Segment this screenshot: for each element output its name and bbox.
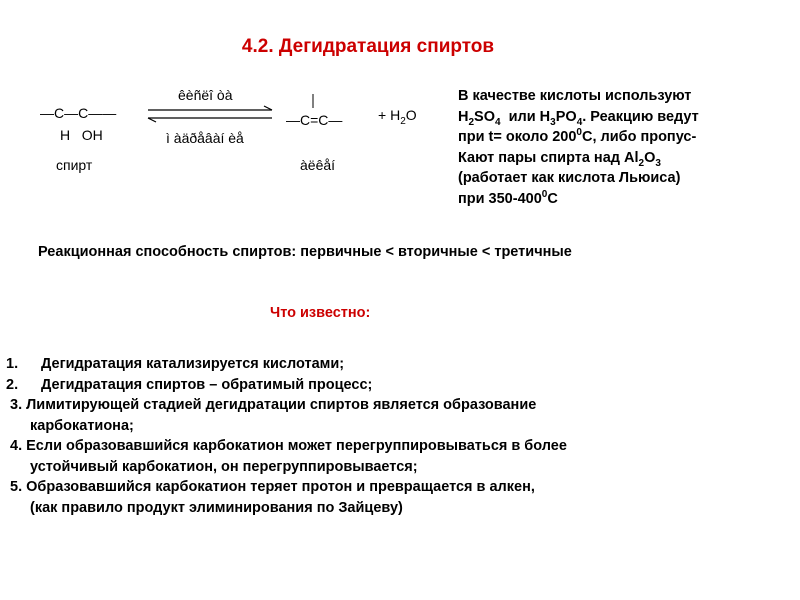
side-line-2: $H_2SO_4$ или $H_3PO_4$. Реакцию ведут — [458, 108, 699, 128]
product-formula: —C=C— — [286, 112, 343, 128]
side-line-5: (работает как кислота Льюиса) — [458, 170, 681, 186]
fact-3: 3. Лимитирующей стадией дегидратации спиртов является образование — [10, 397, 537, 413]
reaction-scheme — [30, 78, 440, 178]
fact-5: 5. Образовавшийся карбокатион теряет протон и превращается в алкен, — [10, 479, 535, 495]
acid-conditions-text — [458, 86, 798, 209]
side-line-4: Кают пары спирта над $Al_2O_3$ — [458, 149, 661, 169]
arrow-top-label: êèñëî òà — [178, 87, 233, 103]
reactant-name: спирт — [56, 157, 93, 173]
known-facts-list — [0, 354, 800, 518]
fact-4: 4. Если образовавшийся карбокатион может перегруппировываться в более — [10, 438, 567, 454]
fact-1: 1. Дегидратация катализируется кислотами; — [6, 356, 345, 372]
fact-3-continued: карбокатиона; — [30, 417, 134, 434]
side-line-3: при t= около $200^0C$, либо пропус- — [458, 127, 697, 145]
reactivity-statement: Реакционная способность спиртов: первичные < вторичные < третичные — [38, 244, 572, 260]
product-name: àëêåí — [300, 157, 336, 173]
side-line-1: В качестве кислоты используют — [458, 88, 692, 104]
fact-2: 2. Дегидратация спиртов – обратимый процесс; — [6, 376, 373, 393]
water-term: + $H_2O$ — [378, 107, 417, 127]
fact-5-continued: (как правило продукт элиминирования по Зайцеву) — [30, 499, 403, 516]
side-line-6: при $350-400^0С$ — [458, 188, 558, 207]
known-facts-heading: Что известно: — [270, 305, 371, 321]
reactant-bonds: —C—C—— — [40, 105, 117, 121]
fact-4-continued: устойчивый карбокатион, он перегруппировывается; — [30, 458, 418, 475]
reactant-groups: H OH — [60, 127, 103, 143]
arrow-bottom-label: ì àäðåâàí èå — [166, 130, 244, 146]
page-title: 4.2. Дегидратация спиртов — [241, 36, 495, 57]
